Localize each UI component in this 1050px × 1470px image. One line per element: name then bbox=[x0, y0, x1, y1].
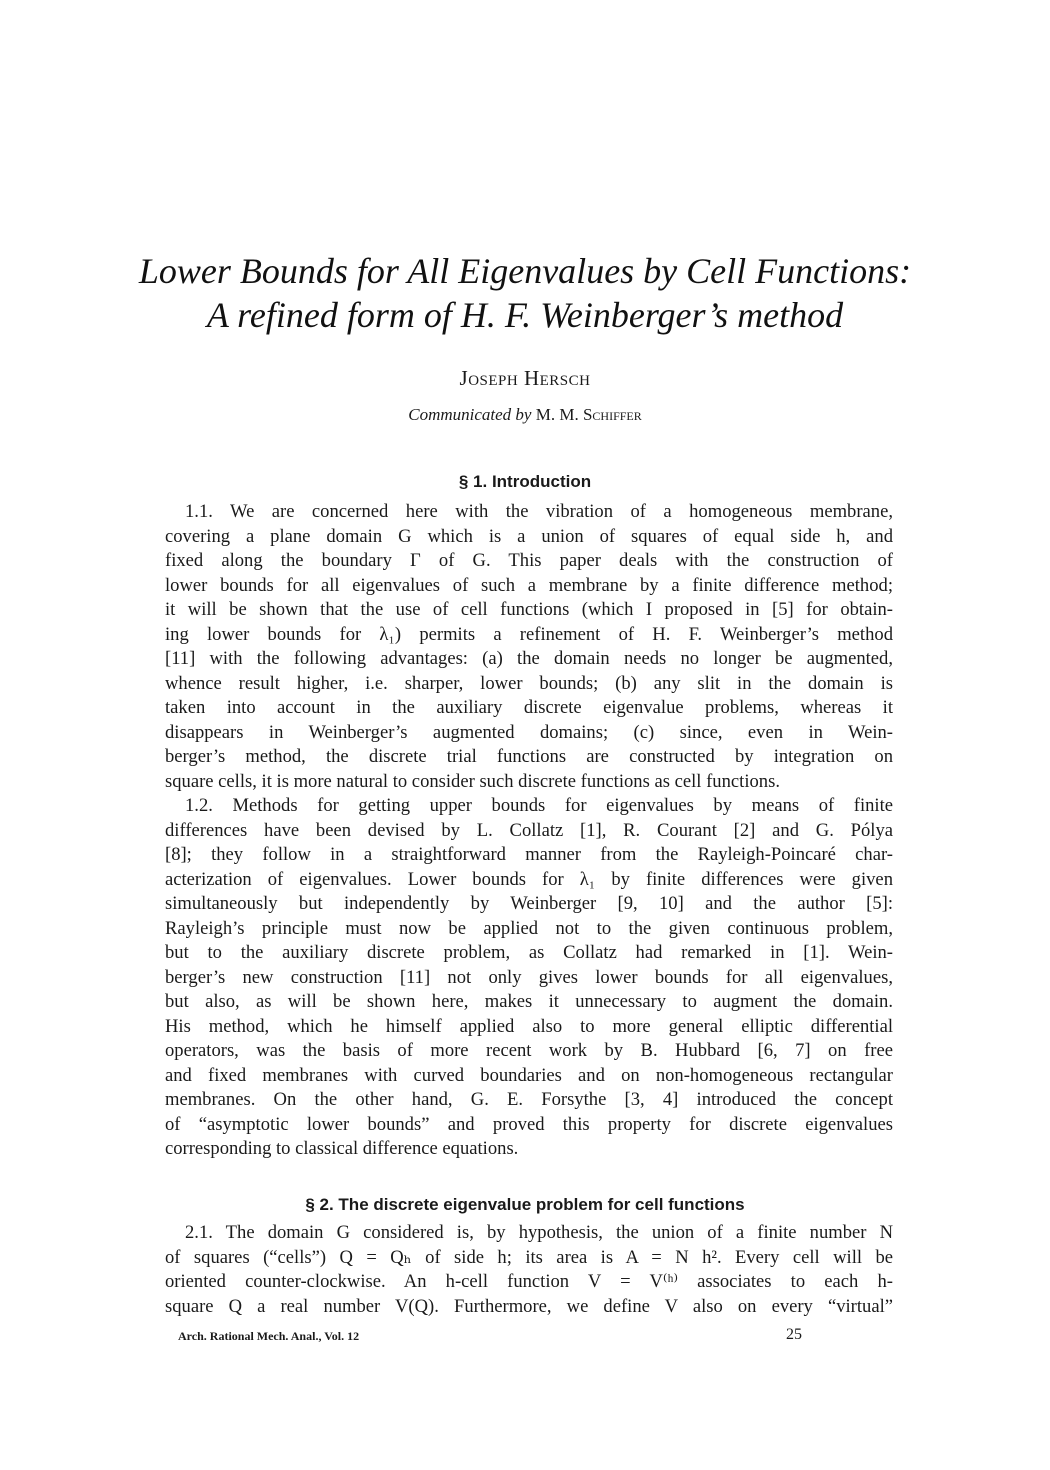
page-number: 25 bbox=[786, 1326, 802, 1343]
text-line: but also, as will be shown here, makes it unnecessary to augment the domain. bbox=[165, 991, 893, 1012]
author-name: Joseph Hersch bbox=[459, 366, 591, 390]
text-line: disappears in Weinberger’s augmented domains; (c) since, even in Wein- bbox=[165, 721, 893, 743]
text-line: Rayleigh’s principle must now be applied not to the given continuous problem, bbox=[165, 917, 893, 939]
paper-title-line-2: A refined form of H. F. Weinberger’s method bbox=[206, 295, 844, 335]
text-line: berger’s method, the discrete trial functions are constructed by integration on bbox=[165, 746, 893, 767]
communicated-prefix: Communicated by bbox=[408, 405, 532, 424]
paper-title-line-1: Lower Bounds for All Eigenvalues by Cell Functions: bbox=[138, 251, 912, 291]
text-line: lower bounds for all eigenvalues of such a membrane by a finite difference method; bbox=[165, 574, 893, 596]
text-line: operators, was the basis of more recent work by B. Hubbard [6, 7] on free bbox=[165, 1040, 893, 1061]
text-line: [8]; they follow in a straightforward manner from the Rayleigh-Poincaré char- bbox=[165, 844, 893, 865]
text-line: 2.1. The domain G considered is, by hypothesis, the union of a finite number N bbox=[185, 1222, 893, 1243]
text-line: membranes. On the other hand, G. E. Forsythe [3, 4] introduced the concept bbox=[165, 1089, 893, 1110]
text-line: covering a plane domain G which is a union of squares of equal side h, and bbox=[165, 525, 893, 547]
communicated-by bbox=[0, 405, 1050, 425]
text-line: but to the auxiliary discrete problem, as Collatz had remarked in [1]. Wein- bbox=[165, 942, 893, 963]
text-line: whence result higher, i.e. sharper, lower bounds; (b) any slit in the domain is bbox=[165, 672, 893, 694]
journal-footer: Arch. Rational Mech. Anal., Vol. 12 bbox=[178, 1329, 360, 1343]
text-line: 1.1. We are concerned here with the vibration of a homogeneous membrane, bbox=[185, 501, 893, 522]
text-line: differences have been devised by L. Collatz [1], R. Courant [2] and G. Pólya bbox=[165, 819, 893, 841]
text-line: 1.2. Methods for getting upper bounds for eigenvalues by means of finite bbox=[185, 795, 893, 816]
section-2-heading: § 2. The discrete eigenvalue problem for cell functions bbox=[305, 1195, 745, 1214]
text-line: of squares (“cells”) Q = Qₕ of side h; its area is A = N h². Every cell will be bbox=[165, 1246, 893, 1268]
text-line: simultaneously but independently by Weinberger [9, 10] and the author [5]: bbox=[165, 893, 893, 914]
text-line: acterization of eigenvalues. Lower bounds for λ₁ by finite differences were given bbox=[165, 868, 893, 890]
text-line: corresponding to classical difference equations. bbox=[165, 1138, 519, 1159]
text-line: taken into account in the auxiliary discrete eigenvalue problems, whereas it bbox=[165, 697, 893, 718]
text-line: fixed along the boundary Γ of G. This paper deals with the construction of bbox=[165, 550, 893, 571]
text-line: it will be shown that the use of cell functions (which I proposed in [5] for obtain- bbox=[165, 599, 893, 620]
text-line: ing lower bounds for λ₁) permits a refinement of H. F. Weinberger’s method bbox=[165, 623, 893, 645]
text-line: His method, which he himself applied also to more general elliptic differential bbox=[165, 1015, 893, 1037]
text-line: of “asymptotic lower bounds” and proved this property for discrete eigenvalues bbox=[165, 1113, 893, 1135]
text-line: berger’s new construction [11] not only gives lower bounds for all eigenvalues, bbox=[165, 966, 893, 988]
text-line: square cells, it is more natural to consider such discrete functions as cell functions. bbox=[165, 770, 780, 792]
text-line: square Q a real number V(Q). Furthermore, we define V also on every “virtual” bbox=[165, 1295, 893, 1317]
section-1-heading: § 1. Introduction bbox=[458, 472, 592, 491]
communicator-name: M. M. Schiffer bbox=[535, 405, 642, 424]
text-line: oriented counter-clockwise. An h-cell function V = V⁽ʰ⁾ associates to each h- bbox=[165, 1271, 893, 1292]
text-line: [11] with the following advantages: (a) the domain needs no longer be augmented, bbox=[165, 648, 893, 669]
text-line: and fixed membranes with curved boundaries and on non-homogeneous rectangular bbox=[165, 1064, 893, 1086]
